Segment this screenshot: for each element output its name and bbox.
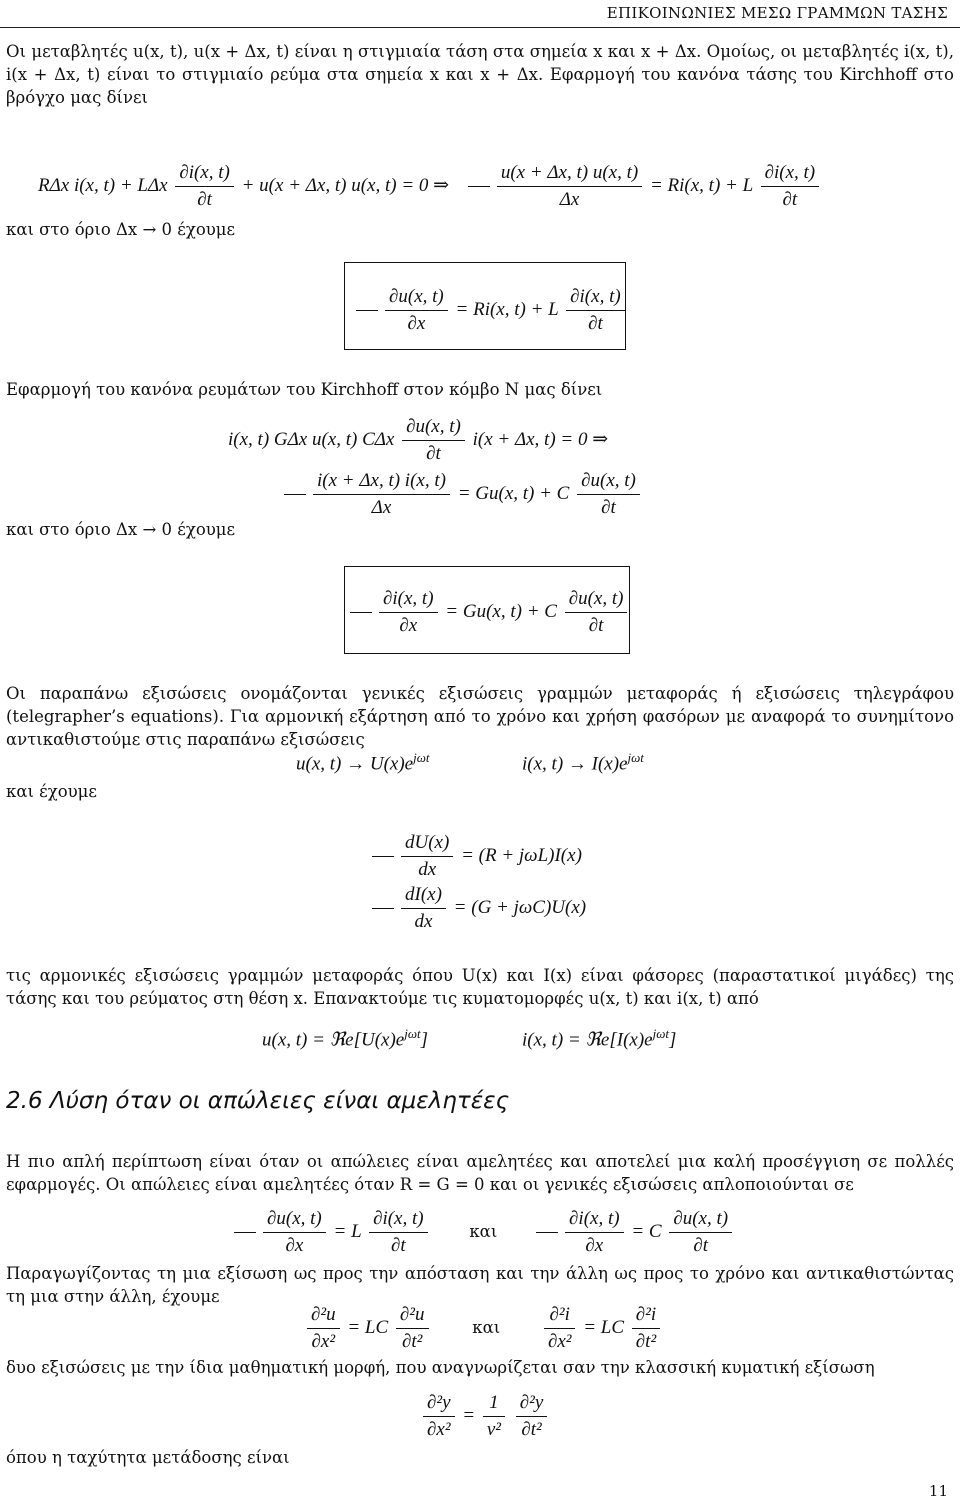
- paragraph-variables: Οι μεταβλητές u(x, t), u(x + Δx, t) είναι η στιγμιαία τάση στα σημεία x και x + Δx. Ομοίως, οι μεταβλητές i(x, t), i(x + Δx, t) είναι το στιγμιαίο ρεύμα στα σημεία x και x + Δx. Εφαρμογή του κανόνα τάσης του Kirchhoff στο βρόγχο μας δίνει: [6, 42, 954, 107]
- kcl-derived-equation: $\frac{i(x + \Delta x, t) i(x, t)}{\Delta x}$ = Gu(x, t) + C $\frac{\partial u(x, t)}{\partial t}$: [284, 468, 643, 521]
- phasor-equation-1: $\frac{dU(x)}{dx}$ = (R + jωL)I(x): [372, 830, 582, 883]
- paragraph-telegrapher: Οι παραπάνω εξισώσεις ονομάζονται γενικές εξισώσεις γραμμών μεταφοράς ή εξισώσεις τηλεγράφου (telegrapher’s equations). Για αρμονική εξάρτηση από το χρόνο και χρήση φασόρων με αναφορά το συνημίτονο αντικαθιστούμε στις παραπάνω εξισώσεις: [6, 684, 954, 749]
- eq1-right-fraction2: $\frac{\partial i(x, t)}{\partial t}$: [761, 160, 820, 213]
- kcl-equation: i(x, t) GΔx u(x, t) CΔx $\frac{\partial u(x, t)}{\partial t}$ i(x + Δx, t) = 0 ⇒: [228, 416, 609, 464]
- paragraph-harmonic: τις αρμονικές εξισώσεις γραμμών μεταφοράς όπου U(x) και I(x) είναι φάσορες (παραστατικοί μιγάδες) της τάσης και του ρεύματος στη θέση x. Επανακτούμε τις κυματομορφές u(x, t) και i(x, t) από: [6, 966, 954, 1008]
- and-have-text: και έχουμε: [6, 782, 97, 801]
- eq1-fraction: $\frac{\partial i(x, t)}{\partial t}$: [175, 160, 234, 213]
- eq1-mid: + u(x + Δx, t) u(x, t) = 0 ⇒: [241, 174, 450, 196]
- phasor-substitution-u: u(x, $t) \to U(x)e^{j\omega t}$: [296, 750, 430, 775]
- paragraph-lossless: Η πιο απλή περίπτωση είναι όταν οι απώλειες είναι αμελητέες και αποτελεί μια καλή προσέγγιση σε πολλές εφαρμογές. Οι απώλειες είναι αμελητέες όταν R = G = 0 και οι γενικές εξισώσεις απλοποιούνται σε: [6, 1152, 954, 1194]
- header-rule: [0, 27, 960, 28]
- page-number: 11: [928, 1482, 948, 1500]
- boxed-equation-1-content: $\frac{\partial u(x, t)}{\partial x}$ = Ri(x, t) + L $\frac{\partial i(x, t)}{\partial t}$: [356, 284, 628, 337]
- lossless-equations: $\frac{\partial u(x, t)}{\partial x}$ = L $\frac{\partial i(x, t)}{\partial t}$ και $\frac{\partial i(x, t)}{\partial x}$ = C $\frac{\partial u(x, t)}{\partial t}$: [234, 1206, 735, 1259]
- paragraph-differentiate: Παραγωγίζοντας τη μια εξίσωση ως προς την απόσταση και την άλλη ως προς το χρόνο και αντικαθιστώντας τη μια στην άλλη, έχουμε: [6, 1264, 954, 1306]
- boxed-equation-2-content: $\frac{\partial i(x, t)}{\partial x}$ = Gu(x, t) + C $\frac{\partial u(x, t)}{\partial t}$: [350, 586, 630, 639]
- limit-text-1: και στο όριο Δx → 0 έχουμε: [6, 220, 236, 239]
- paragraph-wave: δυο εξισώσεις με την ίδια μαθηματική μορφή, που αναγνωρίζεται σαν την κλασσική κυματική εξίσωση: [6, 1358, 875, 1377]
- phasor-substitution-i: i(x, $t) \to I(x)e^{j\omega t}$: [522, 750, 644, 775]
- limit-text-2: και στο όριο Δx → 0 έχουμε: [6, 520, 236, 539]
- section-heading: 2.6 Λύση όταν οι απώλειες είναι αμελητέες: [6, 1088, 510, 1114]
- paragraph-kcl: Εφαρμογή του κανόνα ρευμάτων του Kirchhoff στον κόμβο N μας δίνει: [6, 380, 603, 399]
- phasor-equation-2: $\frac{dI(x)}{dx}$ = (G + jωC)U(x): [372, 882, 586, 935]
- running-header: ΕΠΙΚΟΙΝΩΝΙΕΣ ΜΕΣΩ ΓΡΑΜΜΩΝ ΤΑΣΗΣ: [606, 4, 948, 22]
- real-part-i: i(x, $t) = ℜe[I(x)e^{j\omega t}]$: [522, 1026, 677, 1051]
- wave-equations: $\frac{\text{∂²u}}{\text{∂x²}}$ = LC $\frac{\text{∂²u}}{\text{∂t²}}$ και $\frac{\text{∂²i}}{\text{∂x²}}$ = LC $\frac{\text{∂²i}}{\text{∂t²}}$: [304, 1302, 663, 1355]
- eq1-right-mid: = Ri(x, t) + L: [649, 174, 753, 196]
- real-part-u: u(x, $t) = ℜe[U(x)e^{j\omega t}]$: [262, 1026, 429, 1051]
- paragraph-velocity: όπου η ταχύτητα μετάδοσης είναι: [6, 1448, 290, 1467]
- eq1-right-fraction: $\frac{u(x + \Delta x, t) u(x, t)}{\Delta x}$: [497, 160, 642, 213]
- kvl-equation: [38, 160, 822, 213]
- classic-wave-equation: $\frac{\text{∂²y}}{\text{∂x²}}$ = $\frac{1}{\text{v²}}$ $\frac{\text{∂²y}}{\text{∂t²}}$: [420, 1390, 550, 1443]
- eq1-left: RΔx i(x, t) + LΔx: [38, 174, 168, 196]
